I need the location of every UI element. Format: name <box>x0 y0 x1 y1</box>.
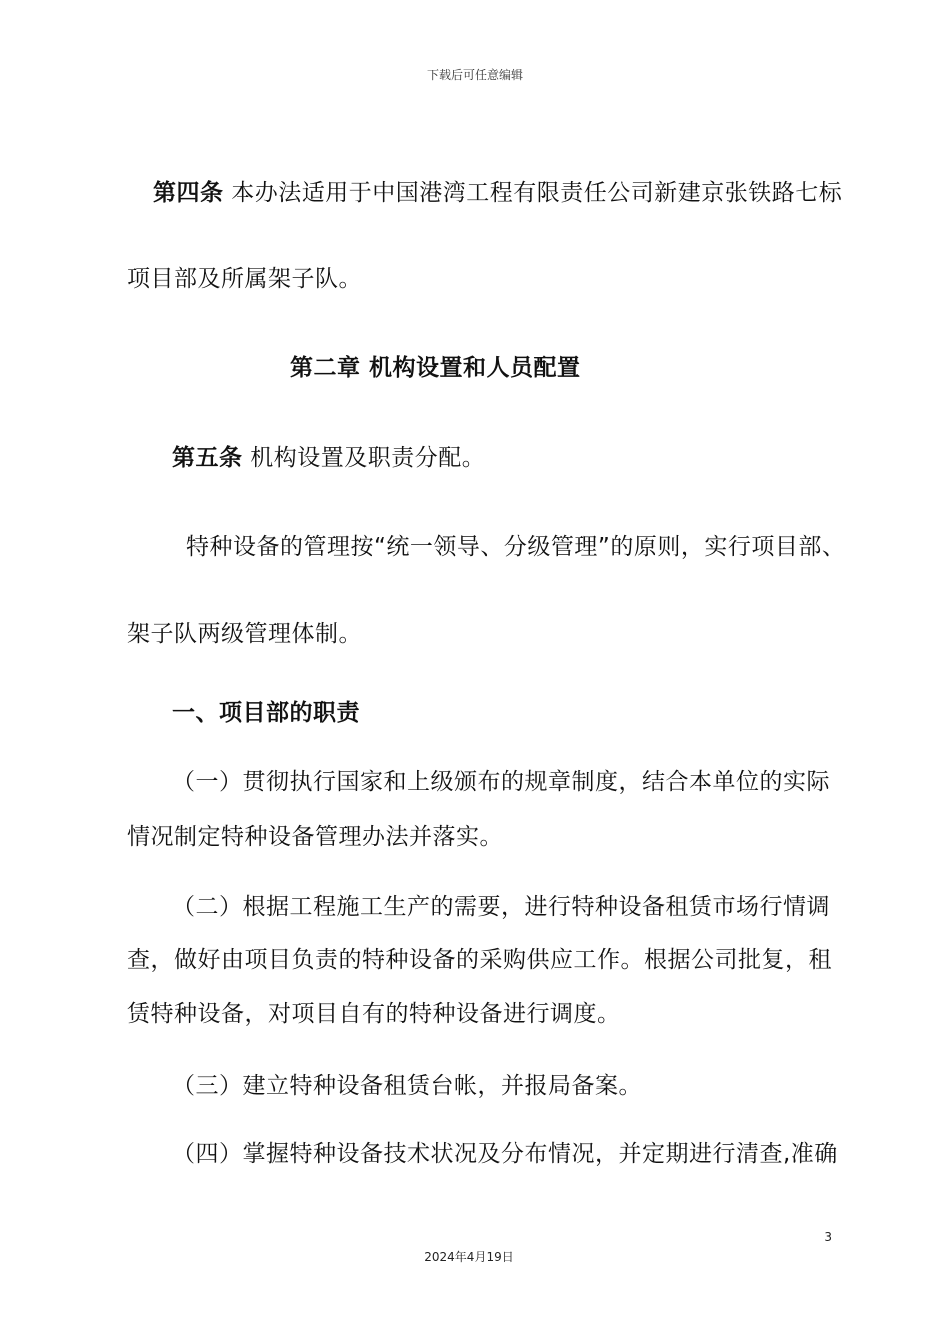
chapter-title: 第二章 机构设置和人员配置 <box>290 355 581 381</box>
article-5-label: 第五条 <box>172 445 243 471</box>
article-4-label: 第四条 <box>153 180 224 206</box>
item-1-line-2: 情况制定特种设备管理办法并落实。 <box>127 824 503 850</box>
article-4-line-1 <box>153 178 842 208</box>
article-5-text: 机构设置及职责分配。 <box>242 445 486 471</box>
item-3-line-1: （三）建立特种设备租赁台帐，并报局备案。 <box>172 1073 642 1099</box>
item-2-line-3: 赁特种设备，对项目自有的特种设备进行调度。 <box>127 1001 621 1027</box>
item-4-line-1: （四）掌握特种设备技术状况及分布情况，并定期进行清查,准确 <box>172 1141 838 1167</box>
principle-line-1: 特种设备的管理按“统一领导、分级管理”的原则，实行项目部、 <box>186 534 846 560</box>
page-number: 3 <box>824 1230 832 1244</box>
item-2-line-2: 查，做好由项目负责的特种设备的采购供应工作。根据公司批复，租 <box>127 947 832 973</box>
section-1-title <box>172 698 360 728</box>
article-4-text: 本办法适用于中国港湾工程有限责任公司新建京张铁路七标 <box>223 180 843 206</box>
principle-line-2: 架子队两级管理体制。 <box>127 621 362 647</box>
section-1-title-text: 一、项目部的职责 <box>172 700 360 726</box>
article-4-line-2: 项目部及所属架子队。 <box>127 266 362 292</box>
item-2-line-1: （二）根据工程施工生产的需要，进行特种设备租赁市场行情调 <box>172 894 830 920</box>
header-note: 下载后可任意编辑 <box>426 68 523 82</box>
article-5-line <box>172 443 485 473</box>
footer-date: 2024年4月19日 <box>424 1250 514 1264</box>
item-1-line-1: （一）贯彻执行国家和上级颁布的规章制度，结合本单位的实际 <box>172 769 830 795</box>
